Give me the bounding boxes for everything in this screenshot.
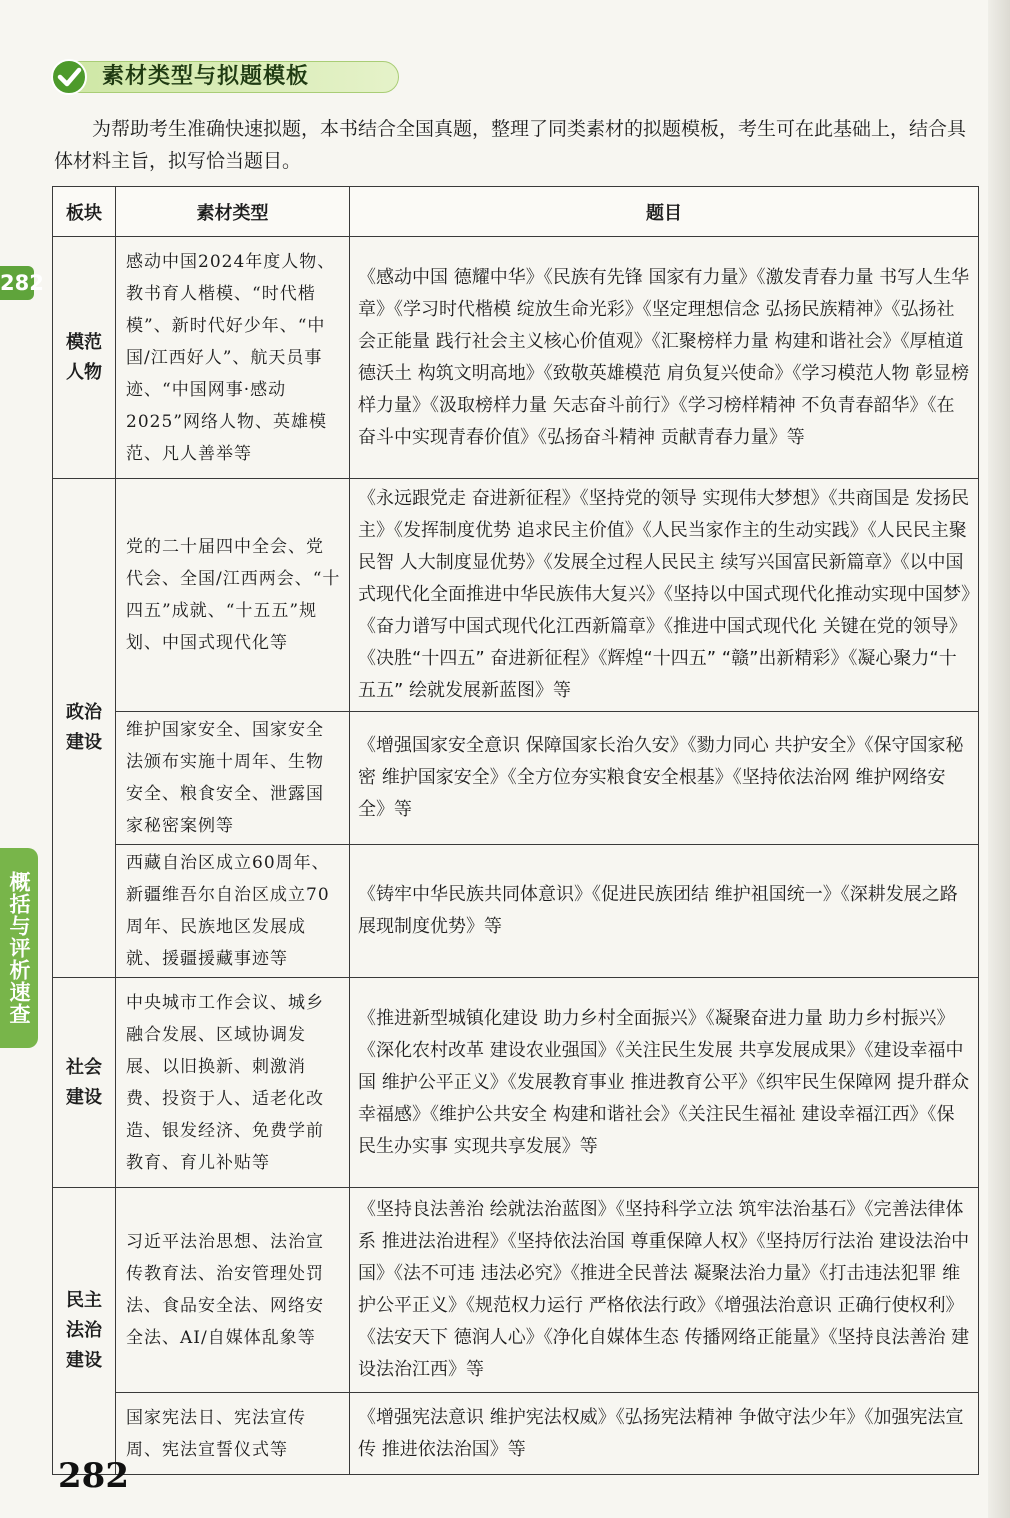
check-icon <box>50 58 88 96</box>
block-cell <box>53 237 116 479</box>
table-row <box>53 978 979 1188</box>
table-row <box>53 1393 979 1475</box>
block-label: 模范人物 <box>66 331 102 383</box>
table-row <box>53 237 979 479</box>
type-cell: 感动中国2024年度人物、教书育人楷模、“时代楷模”、新时代好少年、“中国/江西好人”、航天员事迹、“中国网事·感动2025”网络人物、英雄模范、凡人善举等 <box>116 237 350 479</box>
block-cell <box>53 1188 116 1475</box>
intro-paragraph: 为帮助考生准确快速拟题，本书结合全国真题，整理了同类素材的拟题模板，考生可在此基础上，结合具体材料主旨，拟写恰当题目。 <box>54 118 967 172</box>
table-header-row <box>53 187 979 237</box>
type-cell: 维护国家安全、国家安全法颁布实施十周年、生物安全、粮食安全、泄露国家秘密案例等 <box>116 712 350 845</box>
chapter-tab: 概括与评析速查 <box>0 848 38 1048</box>
table-row <box>53 479 979 712</box>
table-row <box>53 845 979 978</box>
title-cell: 《感动中国 德耀中华》《民族有先锋 国家有力量》《激发青春力量 书写人生华章》《学习时代楷模 绽放生命光彩》《坚定理想信念 弘扬民族精神》《弘扬社会正能量 践行社会主义核心价值观》《汇聚榜样力量 构建和谐社会》《厚植道德沃土 构筑文明高地》《致敬英雄模范 肩负复兴使命》《学习模范人物 彰显榜样力量》《汲取榜样力量 矢志奋斗前行》《学习榜样精神 不负青春韶华》《在奋斗中实现青春价值》《弘扬奋斗精神 贡献青春力量》等 <box>350 237 979 479</box>
title-cell: 《铸牢中华民族共同体意识》《促进民族团结 维护祖国统一》《深耕发展之路 展现制度优势》等 <box>350 845 979 978</box>
page-edge-shadow <box>988 0 1010 1518</box>
title-cell: 《坚持良法善治 绘就法治蓝图》《坚持科学立法 筑牢法治基石》《完善法律体系 推进法治进程》《坚持依法治国 尊重保障人权》《坚持厉行法治 建设法治中国》《法不可违 违法必究》《推进全民普法 凝聚法治力量》《打击违法犯罪 维护公平正义》《规范权力运行 严格依法行政》《增强法治意识 正确行使权利》《法安天下 德润人心》《净化自媒体生态 传播网络正能量》《坚持良法善治 建设法治江西》等 <box>350 1188 979 1393</box>
title-cell: 《永远跟党走 奋进新征程》《坚持党的领导 实现伟大梦想》《共商国是 发扬民主》《发挥制度优势 追求民主价值》《人民当家作主的生动实践》《人民民主聚民智 人大制度显优势》《发展全过程人民民主 续写兴国富民新篇章》《以中国式现代化全面推进中华民族伟大复兴》《坚持以中国式现代化推动实现中国梦》《奋力谱写中国式现代化江西新篇章》《推进中国式现代化 关键在党的领导》《决胜“十四五” 奋进新征程》《辉煌“十四五” “赣”出新精彩》《凝心聚力“十五五” 绘就发展新蓝图》等 <box>350 479 979 712</box>
type-cell: 党的二十届四中全会、党代会、全国/江西两会、“十四五”成就、“十五五”规划、中国式现代化等 <box>116 479 350 712</box>
type-cell: 习近平法治思想、法治宣传教育法、治安管理处罚法、食品安全法、网络安全法、AI/自媒体乱象等 <box>116 1188 350 1393</box>
title-cell: 《增强宪法意识 维护宪法权威》《弘扬宪法精神 争做守法少年》《加强宪法宣传 推进依法治国》等 <box>350 1393 979 1475</box>
topic-template-table <box>52 186 979 1475</box>
header-title: 题目 <box>350 187 979 237</box>
block-cell <box>53 479 116 978</box>
block-label: 社会建设 <box>66 1056 102 1108</box>
type-cell: 西藏自治区成立60周年、新疆维吾尔自治区成立70周年、民族地区发展成就、援疆援藏事迹等 <box>116 845 350 978</box>
page-number-tab: 282 <box>0 266 34 300</box>
type-cell: 中央城市工作会议、城乡融合发展、区域协调发展、以旧换新、刺激消费、投资于人、适老化改造、银发经济、免费学前教育、育儿补贴等 <box>116 978 350 1188</box>
section-title: 素材类型与拟题模板 <box>102 64 310 89</box>
type-cell: 国家宪法日、宪法宣传周、宪法宣誓仪式等 <box>116 1393 350 1475</box>
title-cell: 《增强国家安全意识 保障国家长治久安》《勠力同心 共护安全》《保守国家秘密 维护国家安全》《全方位夯实粮食安全根基》《坚持依法治网 维护网络安全》等 <box>350 712 979 845</box>
page-number: 282 <box>58 1456 129 1496</box>
header-block: 板块 <box>53 187 116 237</box>
block-cell <box>53 978 116 1188</box>
block-label: 政治建设 <box>66 702 102 753</box>
header-type: 素材类型 <box>116 187 350 237</box>
block-label: 民主法治建设 <box>66 1290 102 1371</box>
table-row <box>53 1188 979 1393</box>
table-row <box>53 712 979 845</box>
title-cell: 《推进新型城镇化建设 助力乡村全面振兴》《凝聚奋进力量 助力乡村振兴》《深化农村改革 建设农业强国》《关注民生发展 共享发展成果》《建设幸福中国 维护公平正义》《发展教育事业 推进教育公平》《织牢民生保障网 提升群众幸福感》《维护公共安全 构建和谐社会》《关注民生福祉 建设幸福江西》《保民生办实事 实现共享发展》等 <box>350 978 979 1188</box>
